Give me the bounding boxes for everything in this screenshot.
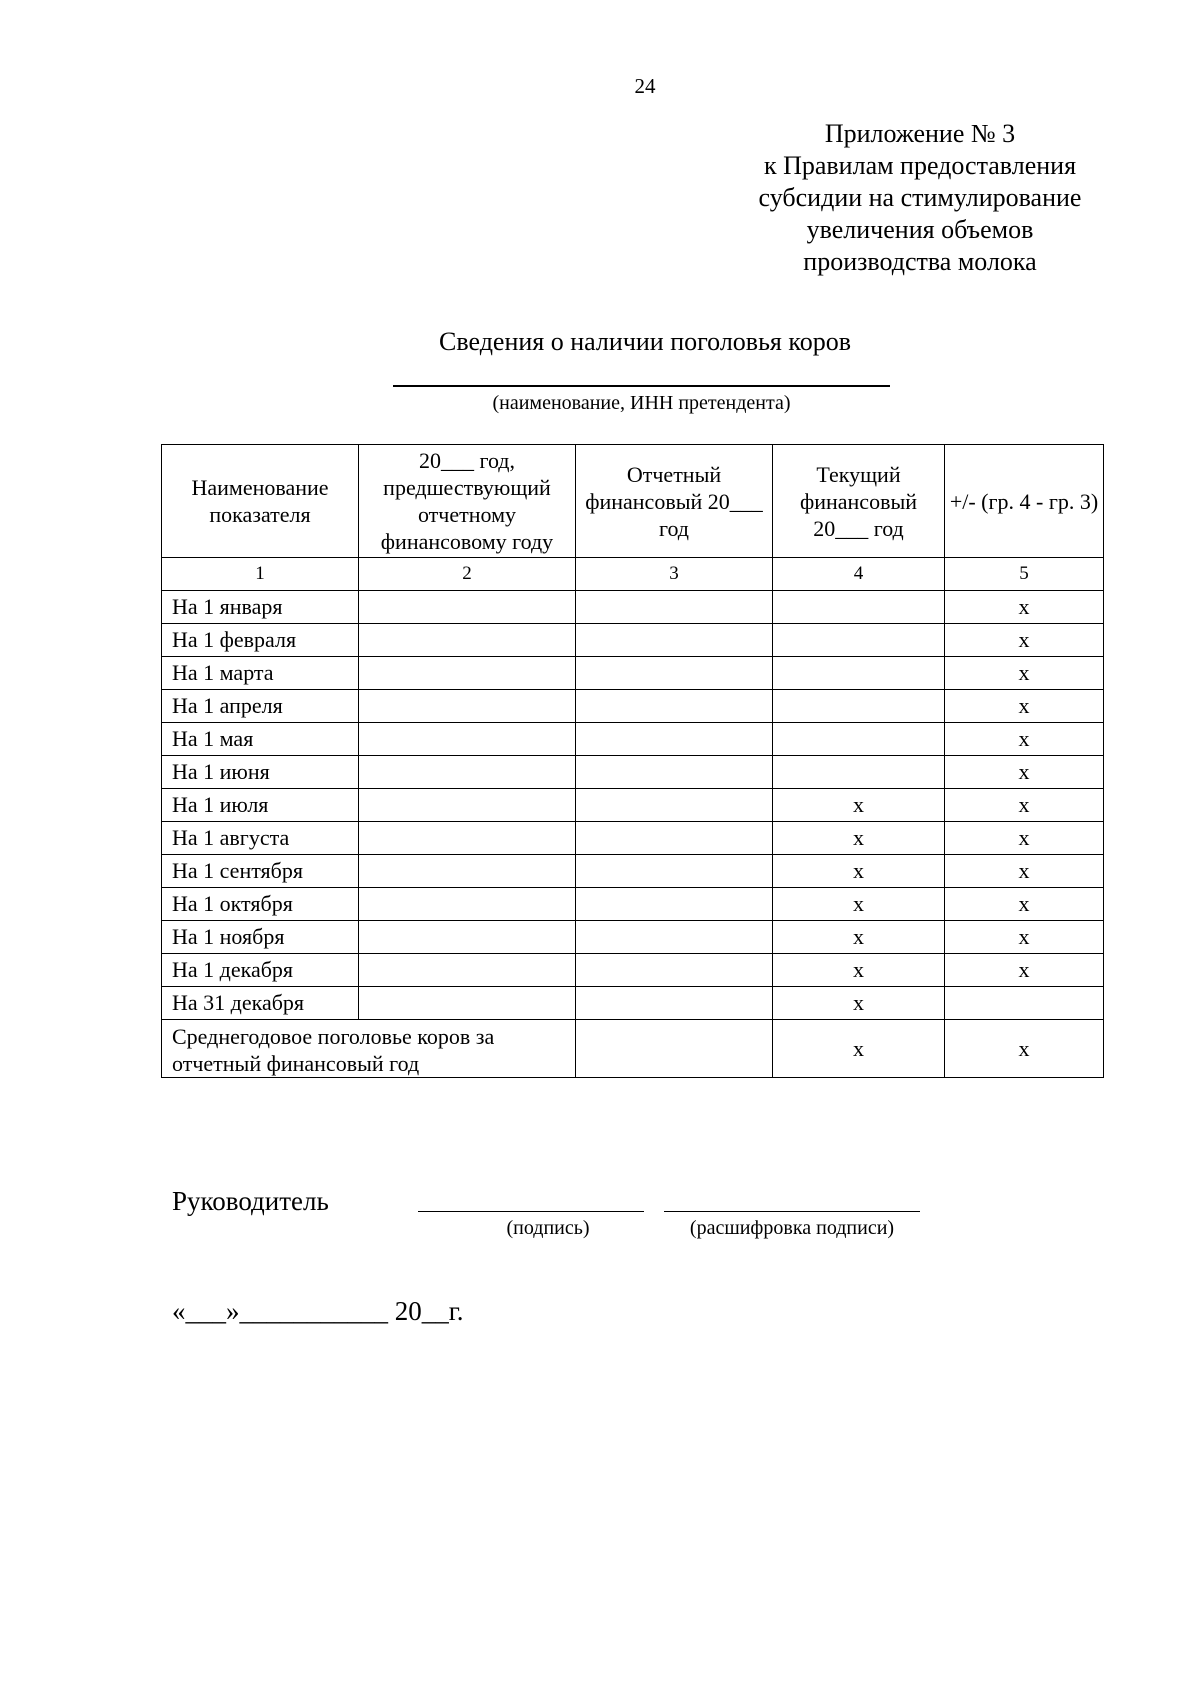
row-label-cell: На 1 сентября: [162, 855, 359, 888]
difference-cell: х: [945, 789, 1104, 822]
reporting-year-cell: [576, 591, 773, 624]
reporting-year-cell: [576, 822, 773, 855]
difference-cell: х: [945, 756, 1104, 789]
current-year-cell: х: [773, 822, 945, 855]
difference-cell: х: [945, 954, 1104, 987]
document-title: Сведения о наличии поголовья коров: [439, 327, 851, 356]
table-row: [162, 789, 1104, 822]
reporting-year-cell: [576, 855, 773, 888]
page-number: 24: [634, 74, 656, 98]
reporting-year-cell: [576, 723, 773, 756]
current-year-cell: х: [773, 1020, 945, 1078]
current-year-cell: х: [773, 921, 945, 954]
previous-year-cell: [359, 888, 576, 921]
difference-cell: [945, 987, 1104, 1020]
previous-year-cell: [359, 921, 576, 954]
appendix-line: Приложение № 3: [824, 119, 1016, 148]
difference-cell: х: [945, 657, 1104, 690]
table-row: [162, 690, 1104, 723]
signature-line: [418, 1211, 644, 1212]
previous-year-cell: [359, 690, 576, 723]
appendix-line: увеличения объемов: [806, 215, 1034, 244]
table-row: [162, 855, 1104, 888]
previous-year-cell: [359, 855, 576, 888]
appendix-line: субсидии на стимулирование: [758, 183, 1082, 212]
current-year-cell: [773, 591, 945, 624]
table-row: [162, 657, 1104, 690]
reporting-year-cell: [576, 657, 773, 690]
header-difference: +/- (гр. 4 - гр. 3): [945, 445, 1104, 558]
header-reporting-year: Отчетный финансовый 20___ год: [576, 445, 773, 558]
table-row: [162, 723, 1104, 756]
table-header-row: [162, 445, 1104, 558]
signature-caption: (подпись): [506, 1217, 590, 1239]
reporting-year-cell: [576, 954, 773, 987]
current-year-cell: [773, 657, 945, 690]
column-number: 1: [162, 558, 359, 591]
column-numbers-row: [162, 558, 1104, 591]
current-year-cell: [773, 624, 945, 657]
table-row: [162, 756, 1104, 789]
table-row: [162, 954, 1104, 987]
reporting-year-cell: [576, 789, 773, 822]
previous-year-cell: [359, 657, 576, 690]
difference-cell: х: [945, 624, 1104, 657]
reporting-year-cell: [576, 624, 773, 657]
difference-cell: х: [945, 690, 1104, 723]
column-number: 2: [359, 558, 576, 591]
average-row: [162, 1020, 1104, 1078]
difference-cell: х: [945, 1020, 1104, 1078]
column-number: 4: [773, 558, 945, 591]
row-label-cell: На 1 октября: [162, 888, 359, 921]
appendix-header: [740, 118, 1100, 278]
reporting-year-cell: [576, 690, 773, 723]
current-year-cell: х: [773, 987, 945, 1020]
row-label-cell: На 1 апреля: [162, 690, 359, 723]
table-row: [162, 624, 1104, 657]
difference-cell: х: [945, 855, 1104, 888]
current-year-cell: х: [773, 789, 945, 822]
row-label-cell: На 1 июня: [162, 756, 359, 789]
row-label-cell: На 1 мая: [162, 723, 359, 756]
reporting-year-cell: [576, 1020, 773, 1078]
row-label-cell: На 1 декабря: [162, 954, 359, 987]
difference-cell: х: [945, 723, 1104, 756]
previous-year-cell: [359, 756, 576, 789]
table-row: [162, 591, 1104, 624]
column-number: 3: [576, 558, 773, 591]
previous-year-cell: [359, 723, 576, 756]
row-label-cell: На 1 ноября: [162, 921, 359, 954]
reporting-year-cell: [576, 987, 773, 1020]
header-current-year: Текущий финансовый 20___ год: [773, 445, 945, 558]
average-row-label: Среднегодовое поголовье коров за отчетный финансовый год: [162, 1020, 576, 1078]
table-row: [162, 921, 1104, 954]
difference-cell: х: [945, 822, 1104, 855]
table-row: [162, 987, 1104, 1020]
reporting-year-cell: [576, 921, 773, 954]
current-year-cell: х: [773, 888, 945, 921]
previous-year-cell: [359, 822, 576, 855]
current-year-cell: [773, 690, 945, 723]
current-year-cell: х: [773, 855, 945, 888]
table-row: [162, 822, 1104, 855]
row-label-cell: На 1 февраля: [162, 624, 359, 657]
applicant-caption: (наименование, ИНН претендента): [492, 392, 791, 414]
current-year-cell: х: [773, 954, 945, 987]
previous-year-cell: [359, 591, 576, 624]
decoding-caption: (расшифровка подписи): [689, 1217, 895, 1239]
previous-year-cell: [359, 987, 576, 1020]
reporting-year-cell: [576, 888, 773, 921]
row-label-cell: На 1 марта: [162, 657, 359, 690]
row-label-cell: На 31 декабря: [162, 987, 359, 1020]
row-label-cell: На 1 июля: [162, 789, 359, 822]
table-row: [162, 888, 1104, 921]
appendix-line: производства молока: [803, 247, 1037, 276]
current-year-cell: [773, 756, 945, 789]
row-label-cell: На 1 августа: [162, 822, 359, 855]
difference-cell: х: [945, 591, 1104, 624]
date-line: «___»___________ 20__г.: [172, 1296, 464, 1326]
previous-year-cell: [359, 624, 576, 657]
row-label-cell: На 1 января: [162, 591, 359, 624]
appendix-line: к Правилам предоставления: [763, 151, 1077, 180]
previous-year-cell: [359, 789, 576, 822]
reporting-year-cell: [576, 756, 773, 789]
header-previous-year: 20___ год, предшествующий отчетному финансовому году: [359, 445, 576, 558]
difference-cell: х: [945, 921, 1104, 954]
decoding-line: [664, 1211, 920, 1212]
column-number: 5: [945, 558, 1104, 591]
header-indicator: Наименование показателя: [162, 445, 359, 558]
previous-year-cell: [359, 954, 576, 987]
current-year-cell: [773, 723, 945, 756]
head-label: Руководитель: [172, 1186, 329, 1216]
livestock-table: [161, 444, 1104, 1078]
applicant-name-line: [393, 385, 890, 387]
difference-cell: х: [945, 888, 1104, 921]
